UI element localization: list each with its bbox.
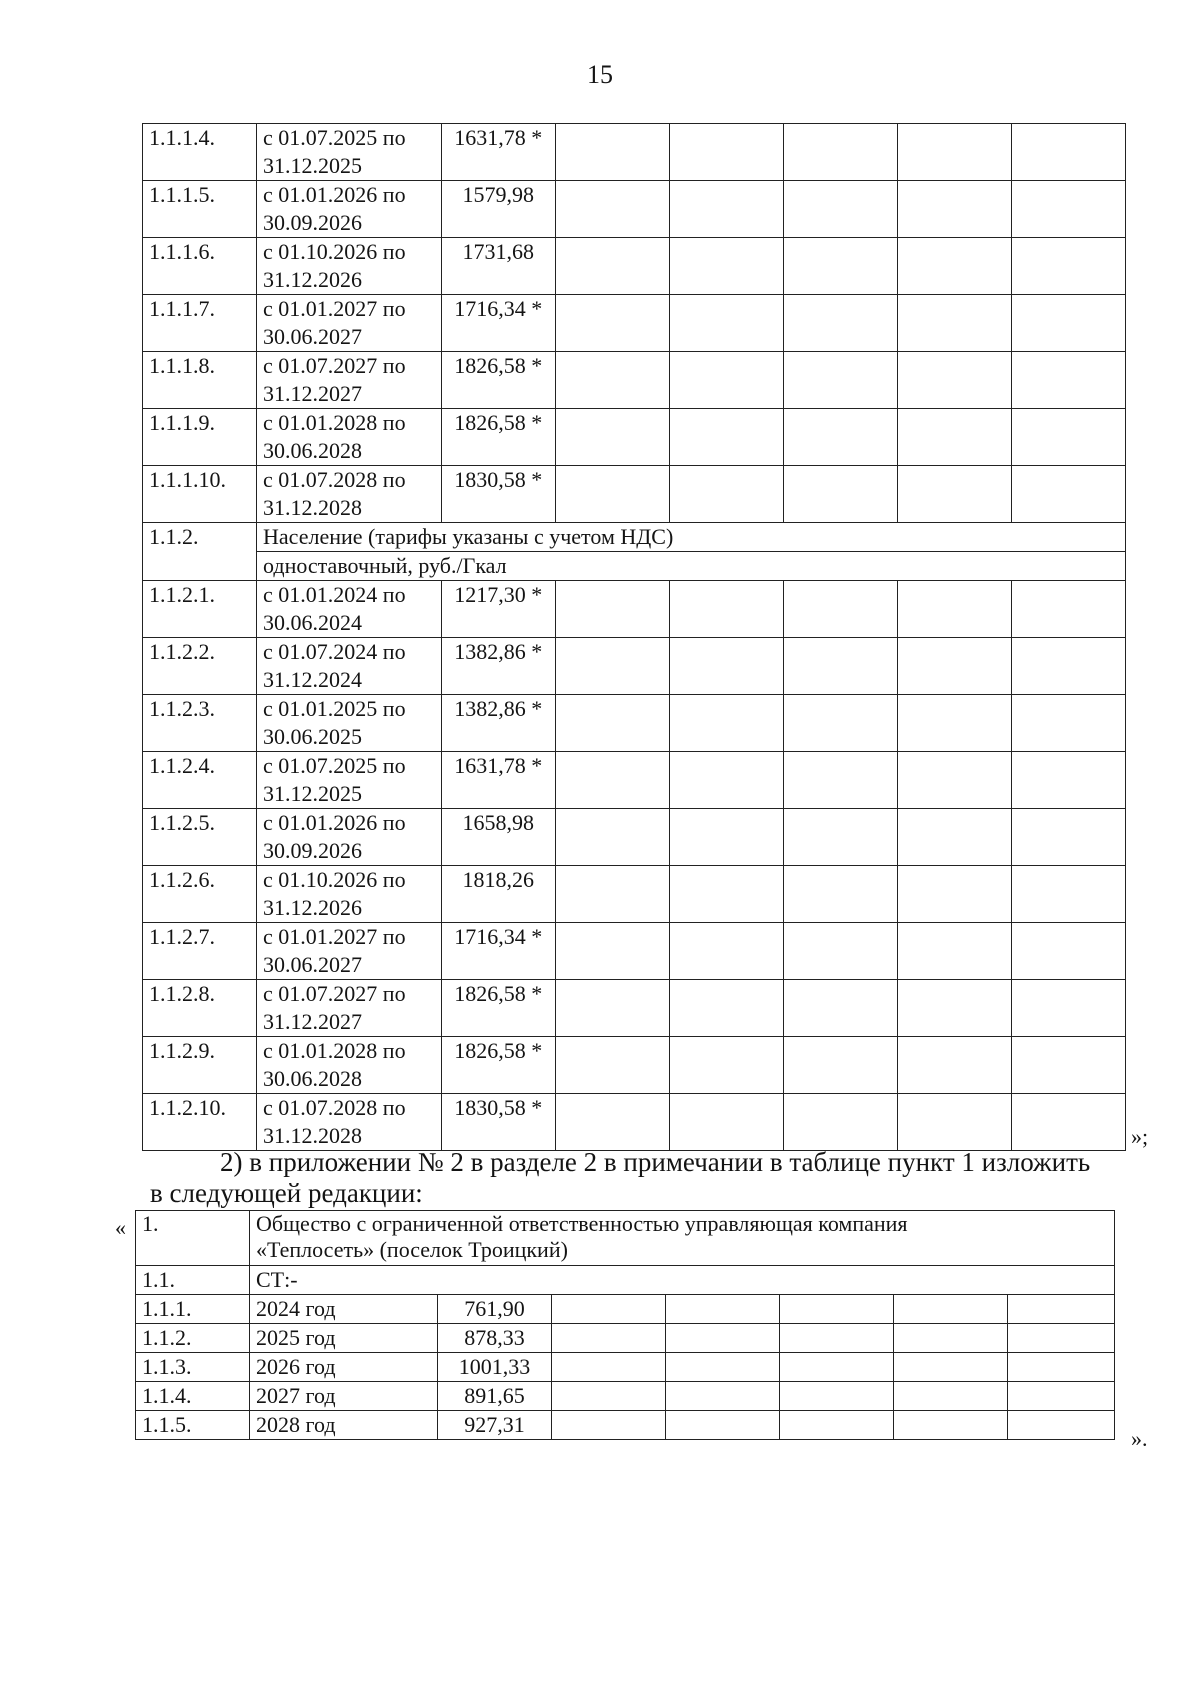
- empty-cell: [1011, 866, 1125, 923]
- empty-cell: [1008, 1411, 1115, 1440]
- period-line: с 01.10.2026 по: [263, 867, 406, 892]
- empty-cell: [555, 581, 669, 638]
- period-line: с 01.07.2025 по: [263, 753, 406, 778]
- empty-cell: [666, 1324, 780, 1353]
- empty-cell: [552, 1295, 666, 1324]
- table-row: [143, 752, 1126, 809]
- empty-cell: [897, 1094, 1011, 1151]
- empty-cell: [669, 352, 783, 409]
- empty-cell: [1008, 1382, 1115, 1411]
- empty-cell: [669, 581, 783, 638]
- period-cell: [257, 809, 442, 866]
- tariff-value: 761,90: [438, 1295, 552, 1324]
- empty-cell: [1011, 923, 1125, 980]
- period-line: 31.12.2025: [263, 153, 363, 178]
- period-line: с 01.01.2024 по: [263, 582, 406, 607]
- empty-cell: [555, 238, 669, 295]
- empty-cell: [666, 1295, 780, 1324]
- empty-cell: [783, 923, 897, 980]
- item-number: 1.1.2.6.: [143, 866, 257, 923]
- table-row: [143, 238, 1126, 295]
- item-number: 1.1.5.: [136, 1411, 250, 1440]
- period-cell: [257, 923, 442, 980]
- empty-cell: [552, 1353, 666, 1382]
- period-line: 31.12.2026: [263, 267, 363, 292]
- empty-cell: [1011, 695, 1125, 752]
- sub-row: [136, 1266, 1115, 1295]
- empty-cell: [1011, 752, 1125, 809]
- table-row: [136, 1411, 1115, 1440]
- item-number: 1.1.2.7.: [143, 923, 257, 980]
- empty-cell: [555, 809, 669, 866]
- organization-name-line: «Теплосеть» (поселок Троицкий): [256, 1237, 568, 1262]
- tariff-value: 1382,86 *: [441, 638, 555, 695]
- table-row: [143, 866, 1126, 923]
- period-line: 30.06.2027: [263, 324, 363, 349]
- item-number: 1.1.1.7.: [143, 295, 257, 352]
- tariff-value: 927,31: [438, 1411, 552, 1440]
- empty-cell: [555, 124, 669, 181]
- item-number: 1.1.3.: [136, 1353, 250, 1382]
- period-line: 30.06.2027: [263, 952, 363, 977]
- empty-cell: [783, 1037, 897, 1094]
- table-row: [143, 923, 1126, 980]
- empty-cell: [669, 238, 783, 295]
- section-number: 1.1.2.: [143, 523, 257, 581]
- closing-quote-table-2: ».: [1131, 1426, 1148, 1451]
- empty-cell: [783, 752, 897, 809]
- amended-table: [135, 1210, 1115, 1440]
- year-cell: 2024 год: [250, 1295, 438, 1324]
- organization-name-line: Общество с ограниченной ответственностью управляющая компания: [256, 1211, 908, 1236]
- period-cell: [257, 1037, 442, 1094]
- empty-cell: [783, 352, 897, 409]
- empty-cell: [1011, 1094, 1125, 1151]
- table-row: [143, 980, 1126, 1037]
- empty-cell: [555, 752, 669, 809]
- table-row: [136, 1382, 1115, 1411]
- empty-cell: [1011, 638, 1125, 695]
- period-cell: [257, 638, 442, 695]
- period-line: с 01.07.2027 по: [263, 981, 406, 1006]
- period-line: 31.12.2027: [263, 1009, 363, 1034]
- empty-cell: [783, 638, 897, 695]
- paragraph-line-2: в следующей редакции:: [150, 1178, 423, 1208]
- period-line: с 01.07.2027 по: [263, 353, 406, 378]
- empty-cell: [1011, 980, 1125, 1037]
- table-row: [143, 352, 1126, 409]
- item-number: 1.1.2.9.: [143, 1037, 257, 1094]
- empty-cell: [897, 809, 1011, 866]
- item-number: 1.1.1.5.: [143, 181, 257, 238]
- tariff-value: 1631,78 *: [441, 124, 555, 181]
- empty-cell: [1008, 1295, 1115, 1324]
- empty-cell: [897, 238, 1011, 295]
- period-line: 31.12.2028: [263, 1123, 363, 1148]
- empty-cell: [666, 1382, 780, 1411]
- period-cell: [257, 695, 442, 752]
- table-row: [143, 695, 1126, 752]
- empty-cell: [1011, 238, 1125, 295]
- empty-cell: [1011, 409, 1125, 466]
- empty-cell: [555, 466, 669, 523]
- empty-cell: [555, 409, 669, 466]
- empty-cell: [1008, 1324, 1115, 1353]
- item-number: 1.1.2.1.: [143, 581, 257, 638]
- period-line: с 01.01.2027 по: [263, 296, 406, 321]
- empty-cell: [555, 638, 669, 695]
- tariff-table: [142, 123, 1126, 1151]
- empty-cell: [783, 980, 897, 1037]
- table-row: [143, 638, 1126, 695]
- closing-quote-table-1: »;: [1131, 1124, 1149, 1149]
- section-subtitle: одноставочный, руб./Гкал: [257, 552, 1126, 581]
- period-line: 31.12.2027: [263, 381, 363, 406]
- empty-cell: [1011, 124, 1125, 181]
- section-row: [143, 523, 1126, 552]
- tariff-value: 1382,86 *: [441, 695, 555, 752]
- period-cell: [257, 181, 442, 238]
- empty-cell: [669, 295, 783, 352]
- item-number: 1.1.1.8.: [143, 352, 257, 409]
- item-number: 1.1.2.4.: [143, 752, 257, 809]
- empty-cell: [783, 1094, 897, 1151]
- empty-cell: [897, 181, 1011, 238]
- item-number: 1.1.2.5.: [143, 809, 257, 866]
- empty-cell: [666, 1353, 780, 1382]
- empty-cell: [783, 695, 897, 752]
- year-cell: 2027 год: [250, 1382, 438, 1411]
- tariff-value: 1579,98: [441, 181, 555, 238]
- table-row: [143, 466, 1126, 523]
- item-number: 1.1.2.8.: [143, 980, 257, 1037]
- empty-cell: [897, 409, 1011, 466]
- empty-cell: [1011, 295, 1125, 352]
- period-line: 31.12.2028: [263, 495, 363, 520]
- period-cell: [257, 752, 442, 809]
- table-row: [143, 809, 1126, 866]
- period-line: с 01.07.2024 по: [263, 639, 406, 664]
- empty-cell: [894, 1411, 1008, 1440]
- item-number: 1.1.1.4.: [143, 124, 257, 181]
- empty-cell: [1011, 1037, 1125, 1094]
- period-cell: [257, 581, 442, 638]
- year-cell: 2025 год: [250, 1324, 438, 1353]
- empty-cell: [780, 1295, 894, 1324]
- period-line: с 01.07.2025 по: [263, 125, 406, 150]
- period-line: с 01.01.2025 по: [263, 696, 406, 721]
- period-cell: [257, 866, 442, 923]
- empty-cell: [669, 1037, 783, 1094]
- item-number: 1.: [136, 1211, 250, 1266]
- tariff-value: 1830,58 *: [441, 1094, 555, 1151]
- table-row: [136, 1353, 1115, 1382]
- empty-cell: [555, 352, 669, 409]
- empty-cell: [669, 466, 783, 523]
- empty-cell: [1011, 352, 1125, 409]
- tariff-value: 1826,58 *: [441, 409, 555, 466]
- empty-cell: [783, 809, 897, 866]
- period-line: с 01.01.2027 по: [263, 924, 406, 949]
- item-number: 1.1.1.9.: [143, 409, 257, 466]
- empty-cell: [783, 124, 897, 181]
- tariff-value: 1826,58 *: [441, 1037, 555, 1094]
- empty-cell: [783, 295, 897, 352]
- empty-cell: [783, 866, 897, 923]
- period-line: 31.12.2024: [263, 667, 363, 692]
- tariff-value: 1826,58 *: [441, 980, 555, 1037]
- empty-cell: [555, 866, 669, 923]
- item-number: 1.1.2.10.: [143, 1094, 257, 1151]
- empty-cell: [669, 124, 783, 181]
- empty-cell: [783, 466, 897, 523]
- empty-cell: [669, 695, 783, 752]
- empty-cell: [669, 980, 783, 1037]
- period-line: с 01.07.2028 по: [263, 1095, 406, 1120]
- empty-cell: [669, 638, 783, 695]
- period-cell: [257, 295, 442, 352]
- paragraph-line-1: 2) в приложении № 2 в разделе 2 в примечании в таблице пункт 1 изложить: [220, 1147, 1091, 1177]
- empty-cell: [1008, 1353, 1115, 1382]
- empty-cell: [666, 1411, 780, 1440]
- empty-cell: [783, 238, 897, 295]
- empty-cell: [555, 695, 669, 752]
- empty-cell: [780, 1324, 894, 1353]
- tariff-value: 1217,30 *: [441, 581, 555, 638]
- empty-cell: [897, 923, 1011, 980]
- empty-cell: [897, 352, 1011, 409]
- period-line: с 01.07.2028 по: [263, 467, 406, 492]
- period-line: 30.09.2026: [263, 210, 363, 235]
- tariff-value: 878,33: [438, 1324, 552, 1353]
- empty-cell: [669, 181, 783, 238]
- empty-cell: [552, 1382, 666, 1411]
- table-row: [143, 1094, 1126, 1151]
- empty-cell: [897, 466, 1011, 523]
- empty-cell: [555, 980, 669, 1037]
- empty-cell: [897, 124, 1011, 181]
- item-number: 1.1.1.: [136, 1295, 250, 1324]
- tariff-value: 1631,78 *: [441, 752, 555, 809]
- period-line: 30.06.2024: [263, 610, 363, 635]
- empty-cell: [897, 980, 1011, 1037]
- empty-cell: [897, 638, 1011, 695]
- empty-cell: [669, 409, 783, 466]
- empty-cell: [555, 923, 669, 980]
- period-cell: [257, 1094, 442, 1151]
- empty-cell: [897, 1037, 1011, 1094]
- table-row: [143, 409, 1126, 466]
- period-cell: [257, 980, 442, 1037]
- item-number: 1.1.2.2.: [143, 638, 257, 695]
- tariff-value: 1716,34 *: [441, 923, 555, 980]
- empty-cell: [552, 1411, 666, 1440]
- empty-cell: [783, 409, 897, 466]
- empty-cell: [780, 1382, 894, 1411]
- period-line: 30.06.2028: [263, 438, 363, 463]
- period-line: с 01.01.2026 по: [263, 810, 406, 835]
- section-subtitle-row: [143, 552, 1126, 581]
- table-row: [143, 581, 1126, 638]
- period-cell: [257, 352, 442, 409]
- period-line: 30.09.2026: [263, 838, 363, 863]
- empty-cell: [555, 295, 669, 352]
- table-row: [136, 1324, 1115, 1353]
- empty-cell: [897, 866, 1011, 923]
- period-cell: [257, 238, 442, 295]
- empty-cell: [669, 752, 783, 809]
- period-line: с 01.01.2028 по: [263, 1038, 406, 1063]
- period-cell: [257, 409, 442, 466]
- empty-cell: [894, 1295, 1008, 1324]
- empty-cell: [780, 1353, 894, 1382]
- organization-row: [136, 1211, 1115, 1266]
- empty-cell: [783, 181, 897, 238]
- period-cell: [257, 124, 442, 181]
- opening-quote-table-2: «: [115, 1215, 126, 1240]
- empty-cell: [894, 1382, 1008, 1411]
- period-line: с 01.01.2026 по: [263, 182, 406, 207]
- empty-cell: [897, 752, 1011, 809]
- page-number: 15: [587, 60, 613, 89]
- empty-cell: [669, 1094, 783, 1151]
- year-cell: 2028 год: [250, 1411, 438, 1440]
- amendment-paragraph: [150, 1147, 1170, 1209]
- table-row: [143, 124, 1126, 181]
- period-line: с 01.10.2026 по: [263, 239, 406, 264]
- table-row: [143, 1037, 1126, 1094]
- item-number: 1.1.2.: [136, 1324, 250, 1353]
- empty-cell: [555, 181, 669, 238]
- tariff-value: 1716,34 *: [441, 295, 555, 352]
- empty-cell: [780, 1411, 894, 1440]
- table-row: [143, 181, 1126, 238]
- empty-cell: [669, 923, 783, 980]
- empty-cell: [552, 1324, 666, 1353]
- empty-cell: [1011, 466, 1125, 523]
- period-line: 30.06.2028: [263, 1066, 363, 1091]
- item-number: 1.1.2.3.: [143, 695, 257, 752]
- empty-cell: [1011, 181, 1125, 238]
- section-title: Население (тарифы указаны с учетом НДС): [257, 523, 1126, 552]
- empty-cell: [1011, 581, 1125, 638]
- item-number: 1.1.1.10.: [143, 466, 257, 523]
- tariff-value: 1658,98: [441, 809, 555, 866]
- tariff-value: 1826,58 *: [441, 352, 555, 409]
- tariff-value: 1830,58 *: [441, 466, 555, 523]
- tariff-value: 1001,33: [438, 1353, 552, 1382]
- empty-cell: [669, 866, 783, 923]
- period-line: 31.12.2025: [263, 781, 363, 806]
- item-number: 1.1.4.: [136, 1382, 250, 1411]
- item-number: 1.1.1.6.: [143, 238, 257, 295]
- tariff-value: 1731,68: [441, 238, 555, 295]
- empty-cell: [1011, 809, 1125, 866]
- sub-label: СТ:-: [250, 1266, 1115, 1295]
- period-cell: [257, 466, 442, 523]
- empty-cell: [894, 1324, 1008, 1353]
- item-number: 1.1.: [136, 1266, 250, 1295]
- empty-cell: [894, 1353, 1008, 1382]
- period-line: с 01.01.2028 по: [263, 410, 406, 435]
- table-row: [143, 295, 1126, 352]
- table-row: [136, 1295, 1115, 1324]
- organization-name: [250, 1211, 1115, 1266]
- empty-cell: [897, 295, 1011, 352]
- empty-cell: [555, 1037, 669, 1094]
- tariff-value: 891,65: [438, 1382, 552, 1411]
- empty-cell: [669, 809, 783, 866]
- period-line: 31.12.2026: [263, 895, 363, 920]
- tariff-value: 1818,26: [441, 866, 555, 923]
- empty-cell: [783, 581, 897, 638]
- empty-cell: [897, 581, 1011, 638]
- period-line: 30.06.2025: [263, 724, 363, 749]
- empty-cell: [555, 1094, 669, 1151]
- year-cell: 2026 год: [250, 1353, 438, 1382]
- empty-cell: [897, 695, 1011, 752]
